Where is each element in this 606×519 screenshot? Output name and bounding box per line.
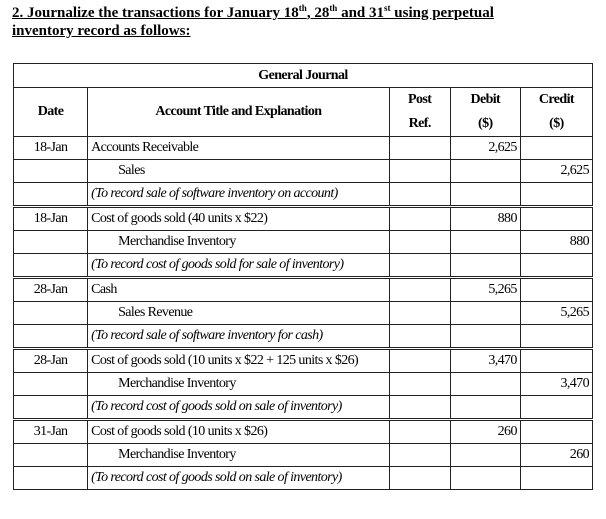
debit-cell: 260 <box>450 420 520 444</box>
date-cell: 31-Jan <box>14 420 88 444</box>
journal-row <box>14 373 593 396</box>
col-credit: Credit <box>520 88 592 113</box>
empty-cell <box>14 254 88 278</box>
journal-row <box>14 467 593 490</box>
explanation-cell: (To record sale of software inventory for cash) <box>88 325 390 349</box>
empty-cell <box>520 420 592 444</box>
empty-cell <box>389 349 450 373</box>
empty-cell <box>450 467 520 490</box>
journal-row <box>14 183 593 207</box>
col-debit-unit: ($) <box>450 112 520 137</box>
debit-account-cell: Cost of goods sold (10 units x $26) <box>88 420 390 444</box>
explanation-cell: (To record sale of software inventory on account) <box>88 183 390 207</box>
empty-cell <box>14 183 88 207</box>
journal-row <box>14 325 593 349</box>
credit-account-cell: Sales Revenue <box>88 302 390 325</box>
journal-row <box>14 254 593 278</box>
debit-cell: 2,625 <box>450 137 520 160</box>
empty-cell <box>14 302 88 325</box>
empty-cell <box>520 254 592 278</box>
empty-cell <box>389 302 450 325</box>
empty-cell <box>14 444 88 467</box>
empty-cell <box>450 302 520 325</box>
empty-cell <box>520 207 592 231</box>
col-credit-unit: ($) <box>520 112 592 137</box>
date-cell: 28-Jan <box>14 278 88 302</box>
credit-cell: 5,265 <box>520 302 592 325</box>
debit-account-cell: Cash <box>88 278 390 302</box>
heading-line-2: inventory record as follows: <box>12 23 191 39</box>
credit-account-cell: Merchandise Inventory <box>88 444 390 467</box>
debit-cell: 5,265 <box>450 278 520 302</box>
empty-cell <box>389 325 450 349</box>
date-cell: 18-Jan <box>14 137 88 160</box>
credit-account-cell: Merchandise Inventory <box>88 373 390 396</box>
empty-cell <box>389 231 450 254</box>
debit-cell: 880 <box>450 207 520 231</box>
journal-row <box>14 349 593 373</box>
empty-cell <box>14 396 88 420</box>
empty-cell <box>389 396 450 420</box>
credit-cell: 260 <box>520 444 592 467</box>
credit-account-cell: Sales <box>88 160 390 183</box>
date-cell: 28-Jan <box>14 349 88 373</box>
col-account: Account Title and Explanation <box>88 88 390 137</box>
debit-account-cell: Accounts Receivable <box>88 137 390 160</box>
credit-cell: 880 <box>520 231 592 254</box>
empty-cell <box>450 325 520 349</box>
journal-row <box>14 420 593 444</box>
empty-cell <box>450 160 520 183</box>
empty-cell <box>389 183 450 207</box>
heading-line-1: 2. Journalize the transactions for January 18th, 28th and 31st using perpetual <box>12 3 494 21</box>
journal-row <box>14 278 593 302</box>
empty-cell <box>14 231 88 254</box>
journal-row <box>14 160 593 183</box>
journal-row <box>14 231 593 254</box>
empty-cell <box>450 373 520 396</box>
debit-cell: 3,470 <box>450 349 520 373</box>
debit-account-cell: Cost of goods sold (10 units x $22 + 125 units x $26) <box>88 349 390 373</box>
empty-cell <box>520 349 592 373</box>
journal-row <box>14 396 593 420</box>
empty-cell <box>389 444 450 467</box>
journal-row <box>14 444 593 467</box>
empty-cell <box>450 444 520 467</box>
col-post-ref: Post <box>389 88 450 113</box>
empty-cell <box>520 396 592 420</box>
credit-cell: 2,625 <box>520 160 592 183</box>
general-journal-table <box>13 63 593 490</box>
empty-cell <box>520 183 592 207</box>
empty-cell <box>450 254 520 278</box>
empty-cell <box>389 467 450 490</box>
explanation-cell: (To record cost of goods sold for sale of inventory) <box>88 254 390 278</box>
date-cell: 18-Jan <box>14 207 88 231</box>
col-date: Date <box>14 88 88 137</box>
empty-cell <box>389 207 450 231</box>
empty-cell <box>520 325 592 349</box>
debit-account-cell: Cost of goods sold (40 units x $22) <box>88 207 390 231</box>
journal-row <box>14 302 593 325</box>
explanation-cell: (To record cost of goods sold on sale of inventory) <box>88 396 390 420</box>
journal-row <box>14 207 593 231</box>
empty-cell <box>14 373 88 396</box>
empty-cell <box>14 325 88 349</box>
empty-cell <box>389 420 450 444</box>
empty-cell <box>14 160 88 183</box>
empty-cell <box>389 254 450 278</box>
credit-account-cell: Merchandise Inventory <box>88 231 390 254</box>
explanation-cell: (To record cost of goods sold on sale of inventory) <box>88 467 390 490</box>
col-post-ref-2: Ref. <box>389 112 450 137</box>
empty-cell <box>450 231 520 254</box>
empty-cell <box>389 373 450 396</box>
empty-cell <box>389 160 450 183</box>
empty-cell <box>14 467 88 490</box>
credit-cell: 3,470 <box>520 373 592 396</box>
journal-row <box>14 137 593 160</box>
empty-cell <box>450 183 520 207</box>
question-heading <box>12 4 592 40</box>
empty-cell <box>520 278 592 302</box>
col-debit: Debit <box>450 88 520 113</box>
empty-cell <box>389 278 450 302</box>
empty-cell <box>520 137 592 160</box>
empty-cell <box>520 467 592 490</box>
journal-title: General Journal <box>14 64 593 88</box>
empty-cell <box>389 137 450 160</box>
empty-cell <box>450 396 520 420</box>
